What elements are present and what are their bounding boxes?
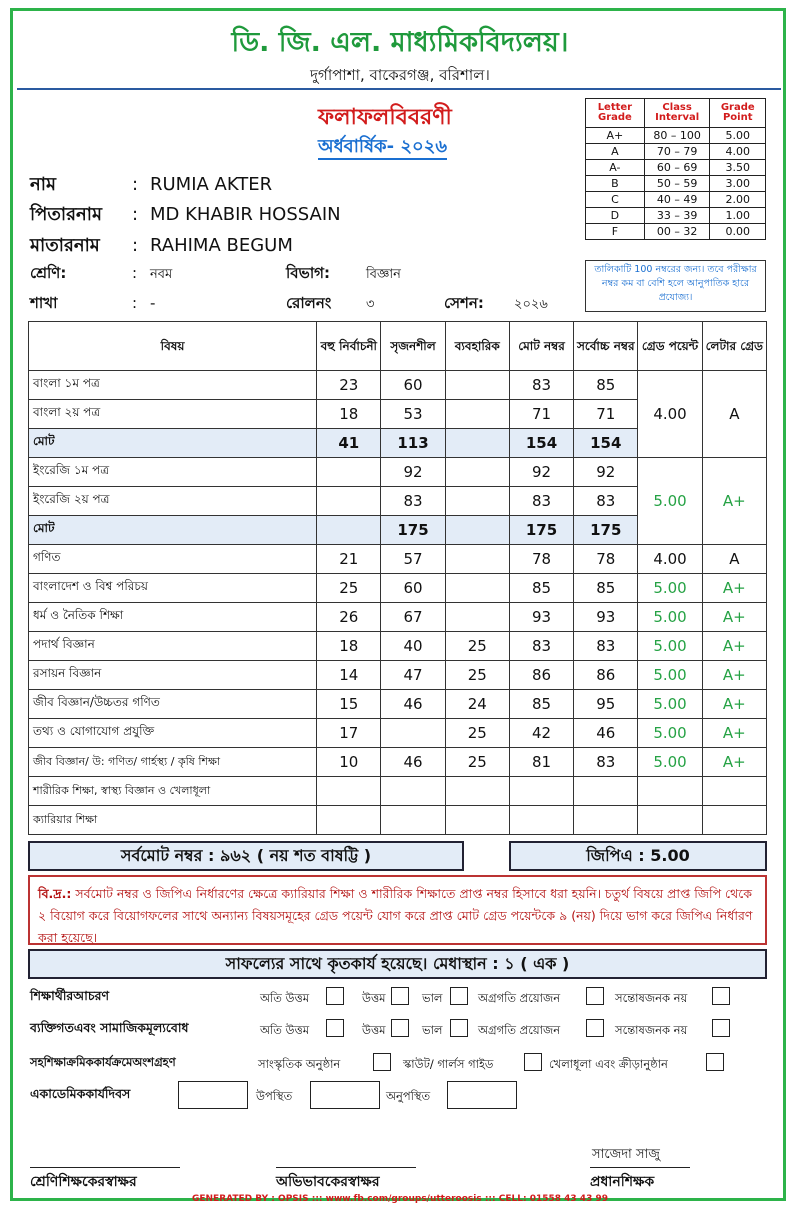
mcq-cell: 25 xyxy=(317,574,381,603)
option-label: সন্তোষজনক নয় xyxy=(615,1023,688,1037)
highest-cell: 93 xyxy=(574,603,638,632)
total-cell: 175 xyxy=(509,516,573,545)
empty-cell xyxy=(702,806,766,835)
highest-cell: 83 xyxy=(574,748,638,777)
subject-cell: গণিত xyxy=(29,545,317,574)
subject-cell: ইংরেজি ২য় পত্র xyxy=(29,487,317,516)
colon: : xyxy=(132,235,139,256)
student-name-row xyxy=(30,170,272,201)
option-label: সাংস্কৃতিক অনুষ্ঠান xyxy=(258,1057,341,1071)
grade-cell: A+ xyxy=(586,128,645,144)
signature-line xyxy=(276,1167,416,1168)
class-value: নবম xyxy=(150,267,173,282)
total-cell: 83 xyxy=(509,632,573,661)
practical-cell xyxy=(445,400,509,429)
table-row-extra xyxy=(29,777,767,806)
marks-header-row xyxy=(29,322,767,371)
signature-line xyxy=(590,1167,690,1168)
branch-value: - xyxy=(150,294,156,312)
cq-cell: 175 xyxy=(381,516,445,545)
table-row xyxy=(29,458,767,487)
grade-cell: 0.00 xyxy=(710,224,766,240)
practical-cell: 25 xyxy=(445,632,509,661)
subject-cell: পদার্থ বিজ্ঞান xyxy=(29,632,317,661)
table-row xyxy=(29,545,767,574)
option-label: উত্তম xyxy=(362,1023,386,1037)
empty-cell xyxy=(381,806,445,835)
subject-cell: বাংলা ১ম পত্র xyxy=(29,371,317,400)
practical-cell xyxy=(445,603,509,632)
working-days-box[interactable] xyxy=(178,1081,248,1109)
practical-cell: 25 xyxy=(445,661,509,690)
letter-grade-cell: A+ xyxy=(702,458,766,545)
subject-cell: জীব বিজ্ঞান/ উ: গণিত/ গার্হস্থ্য / কৃষি শিক্ষা xyxy=(29,748,317,777)
colon: : xyxy=(132,174,139,195)
grade-cell: 33 – 39 xyxy=(644,208,710,224)
practical-cell xyxy=(445,429,509,458)
subject-cell: জীব বিজ্ঞান/উচ্চতর গণিত xyxy=(29,690,317,719)
empty-cell xyxy=(702,777,766,806)
col-grade-point: গ্রেড পয়েন্ট xyxy=(638,322,702,371)
col-total: মোট নম্বর xyxy=(509,322,573,371)
checkbox[interactable] xyxy=(586,1019,604,1037)
checkbox[interactable] xyxy=(524,1053,542,1071)
subject-cell: শারীরিক শিক্ষা, স্বাস্থ্য বিজ্ঞান ও খেলাধূলা xyxy=(29,777,317,806)
grade-row xyxy=(586,208,766,224)
grade-point-cell: 5.00 xyxy=(638,603,702,632)
grade-header-row xyxy=(586,99,766,128)
empty-cell xyxy=(317,806,381,835)
report-title: ফলাফলবিবরণী xyxy=(318,105,452,130)
mother-name: RAHIMA BEGUM xyxy=(150,235,293,256)
class-teacher-signature: শ্রেণিশিক্ষকেরস্বাক্ষর xyxy=(30,1174,137,1190)
col-highest: সর্বোচ্চ নম্বর xyxy=(574,322,638,371)
grade-cell: 2.00 xyxy=(710,192,766,208)
mcq-cell: 10 xyxy=(317,748,381,777)
note-body: সর্বমোট নম্বর ও জিপিএ নির্ধারণের ক্ষেত্রে ক্যারিয়ার শিক্ষা ও শারীরিক শিক্ষাতে প্রাপ্ত নম্বর হিসাবে ধরা হয়নি। চতুর্থ বিষয়ে প্রাপ্ত জিপি থেকে ২ বিয়োগ করে বিয়োগফলের সাথে অন্যান্য বিষয়সমূহের গ্রেড পয়েন্ট যোগ করে প্রাপ্ত মোট গ্রেড পয়েন্টকে ৯ (নয়) দিয়ে ভাগ করে জিপিএ নির্ধারণ করা হয়েছে। xyxy=(38,886,753,945)
grade-cell: 4.00 xyxy=(710,144,766,160)
practical-cell: 24 xyxy=(445,690,509,719)
total-cell: 71 xyxy=(509,400,573,429)
empty-cell xyxy=(509,777,573,806)
table-row xyxy=(29,748,767,777)
practical-cell xyxy=(445,371,509,400)
grade-cell: D xyxy=(586,208,645,224)
subject-cell: তথ্য ও যোগাযোগ প্রযুক্তি xyxy=(29,719,317,748)
absent-days-box[interactable] xyxy=(447,1081,517,1109)
grade-cell: 00 – 32 xyxy=(644,224,710,240)
col-practical: ব্যবহারিক xyxy=(445,322,509,371)
exam-name: অর্ধবার্ষিক- ২০২৬ xyxy=(318,136,447,160)
option-label: উত্তম xyxy=(362,991,386,1005)
practical-cell xyxy=(445,458,509,487)
grade-point-cell: 5.00 xyxy=(638,690,702,719)
school-name: ডি. জি. এল. মাধ্যমিকবিদ্যলয়। xyxy=(231,27,569,58)
branch-row xyxy=(30,292,155,317)
behaviour-label: শিক্ষার্থীরআচরণ xyxy=(30,988,110,1003)
letter-grade-cell: A xyxy=(702,545,766,574)
checkbox[interactable] xyxy=(706,1053,724,1071)
grade-point-cell: 5.00 xyxy=(638,632,702,661)
option-label: অগ্রগতি প্রয়োজন xyxy=(478,1023,561,1037)
subject-cell: মোট xyxy=(29,429,317,458)
highest-cell: 92 xyxy=(574,458,638,487)
highest-cell: 46 xyxy=(574,719,638,748)
letter-grade-cell: A+ xyxy=(702,632,766,661)
mcq-cell: 23 xyxy=(317,371,381,400)
cq-cell: 92 xyxy=(381,458,445,487)
cq-cell: 113 xyxy=(381,429,445,458)
table-row xyxy=(29,661,767,690)
dept-row xyxy=(286,262,401,287)
colon: : xyxy=(132,264,138,282)
grade-cell: 1.00 xyxy=(710,208,766,224)
grade-point-cell: 5.00 xyxy=(638,748,702,777)
class-label: শ্রেণি: xyxy=(30,264,67,282)
cq-cell: 60 xyxy=(381,574,445,603)
subject-cell: ক্যারিয়ার শিক্ষা xyxy=(29,806,317,835)
grade-header: Class Interval xyxy=(644,99,710,128)
grade-point-cell: 5.00 xyxy=(638,458,702,545)
subject-cell: রসায়ন বিজ্ঞান xyxy=(29,661,317,690)
session-row xyxy=(444,292,548,317)
total-cell: 42 xyxy=(509,719,573,748)
total-cell: 83 xyxy=(509,487,573,516)
grade-cell: 60 – 69 xyxy=(644,160,710,176)
practical-cell: 25 xyxy=(445,719,509,748)
grade-cell: C xyxy=(586,192,645,208)
cq-cell: 83 xyxy=(381,487,445,516)
letter-grade-cell: A+ xyxy=(702,603,766,632)
col-cq: সৃজনশীল xyxy=(381,322,445,371)
total-cell: 92 xyxy=(509,458,573,487)
letter-grade-cell: A+ xyxy=(702,574,766,603)
name-label: নাম xyxy=(30,174,56,195)
checkbox[interactable] xyxy=(326,1019,344,1037)
total-cell: 86 xyxy=(509,661,573,690)
table-row xyxy=(29,574,767,603)
practical-cell xyxy=(445,516,509,545)
header-divider xyxy=(17,88,781,90)
grade-point-cell: 5.00 xyxy=(638,661,702,690)
mcq-cell: 18 xyxy=(317,400,381,429)
mcq-cell: 14 xyxy=(317,661,381,690)
checkbox[interactable] xyxy=(712,1019,730,1037)
total-cell: 83 xyxy=(509,371,573,400)
col-subject: বিষয় xyxy=(29,322,317,371)
grand-total-box: সর্বমোট নম্বর : ৯৬২ ( নয় শত বাষট্টি ) xyxy=(28,841,464,871)
head-teacher-signature: প্রধানশিক্ষক xyxy=(590,1174,655,1190)
grade-cell: 5.00 xyxy=(710,128,766,144)
option-label: অতি উত্তম xyxy=(260,1023,310,1037)
total-cell: 85 xyxy=(509,690,573,719)
grade-header: Letter Grade xyxy=(586,99,645,128)
highest-cell: 175 xyxy=(574,516,638,545)
father-name: MD KHABIR HOSSAIN xyxy=(150,204,341,225)
empty-cell xyxy=(574,806,638,835)
grade-point-cell: 4.00 xyxy=(638,371,702,458)
option-label: অগ্রগতি প্রয়োজন xyxy=(478,991,561,1005)
father-label: পিতারনাম xyxy=(30,204,102,225)
checkbox[interactable] xyxy=(391,1019,409,1037)
highest-cell: 78 xyxy=(574,545,638,574)
grade-row xyxy=(586,160,766,176)
grade-point-cell: 5.00 xyxy=(638,719,702,748)
branch-label: শাখা xyxy=(30,294,58,312)
col-mcq: বহু নির্বাচনী xyxy=(317,322,381,371)
dept-label: বিভাগ: xyxy=(286,264,330,282)
table-row xyxy=(29,632,767,661)
dept-value: বিজ্ঞান xyxy=(366,267,401,282)
mcq-cell: 15 xyxy=(317,690,381,719)
highest-cell: 71 xyxy=(574,400,638,429)
total-cell: 93 xyxy=(509,603,573,632)
highest-cell: 83 xyxy=(574,487,638,516)
table-row xyxy=(29,690,767,719)
cq-cell: 53 xyxy=(381,400,445,429)
letter-grade-cell: A+ xyxy=(702,748,766,777)
grade-cell: 3.00 xyxy=(710,176,766,192)
mcq-cell xyxy=(317,458,381,487)
cq-cell: 40 xyxy=(381,632,445,661)
grade-cell: 40 – 49 xyxy=(644,192,710,208)
table-row-extra xyxy=(29,806,767,835)
empty-cell xyxy=(574,777,638,806)
grade-cell: 3.50 xyxy=(710,160,766,176)
mcq-cell xyxy=(317,516,381,545)
mcq-cell: 26 xyxy=(317,603,381,632)
table-row xyxy=(29,603,767,632)
option-label: স্কাউট/ গার্লস গাইড xyxy=(403,1057,494,1071)
grade-point-cell: 4.00 xyxy=(638,545,702,574)
letter-grade-cell: A+ xyxy=(702,661,766,690)
colon: : xyxy=(132,294,138,312)
cq-cell: 46 xyxy=(381,748,445,777)
mother-label: মাতারনাম xyxy=(30,235,100,256)
school-address: দুর্গাপাশা, বাকেরগঞ্জ, বরিশাল। xyxy=(310,66,490,84)
checkbox[interactable] xyxy=(586,987,604,1005)
grade-cell: 70 – 79 xyxy=(644,144,710,160)
grade-cell: A xyxy=(586,144,645,160)
practical-cell: 25 xyxy=(445,748,509,777)
father-name-row xyxy=(30,200,341,231)
option-label: অতি উত্তম xyxy=(260,991,310,1005)
roll-row xyxy=(286,292,374,317)
subject-cell: ইংরেজি ১ম পত্র xyxy=(29,458,317,487)
total-cell: 81 xyxy=(509,748,573,777)
option-label: সন্তোষজনক নয় xyxy=(615,991,688,1005)
grade-header: Grade Point xyxy=(710,99,766,128)
values-label: ব্যক্তিগতএবং সামাজিকমূল্যবোধ xyxy=(30,1020,189,1035)
subject-cell: মোট xyxy=(29,516,317,545)
checkbox[interactable] xyxy=(712,987,730,1005)
highest-cell: 154 xyxy=(574,429,638,458)
mcq-cell: 21 xyxy=(317,545,381,574)
total-cell: 78 xyxy=(509,545,573,574)
total-cell: 85 xyxy=(509,574,573,603)
class-row xyxy=(30,262,172,287)
highest-cell: 86 xyxy=(574,661,638,690)
session-label: সেশন: xyxy=(444,294,484,312)
letter-grade-cell: A+ xyxy=(702,690,766,719)
table-row xyxy=(29,719,767,748)
cq-cell: 47 xyxy=(381,661,445,690)
total-cell: 154 xyxy=(509,429,573,458)
note-lead: বি.দ্র.: xyxy=(38,886,72,901)
head-teacher-name: সাজেদা সাজু xyxy=(592,1147,660,1162)
letter-grade-cell: A+ xyxy=(702,719,766,748)
practical-cell xyxy=(445,487,509,516)
cq-cell: 67 xyxy=(381,603,445,632)
empty-cell xyxy=(381,777,445,806)
grade-row xyxy=(586,192,766,208)
empty-cell xyxy=(317,777,381,806)
letter-grade-cell: A xyxy=(702,371,766,458)
signature-line xyxy=(30,1167,180,1168)
grade-cell: A- xyxy=(586,160,645,176)
checkbox[interactable] xyxy=(326,987,344,1005)
option-label: ভাল xyxy=(422,1023,443,1037)
empty-cell xyxy=(445,777,509,806)
practical-cell xyxy=(445,545,509,574)
mcq-cell: 18 xyxy=(317,632,381,661)
empty-cell xyxy=(638,777,702,806)
highest-cell: 85 xyxy=(574,574,638,603)
note-box xyxy=(28,875,767,945)
table-row xyxy=(29,371,767,400)
grade-point-cell: 5.00 xyxy=(638,574,702,603)
cq-cell: 57 xyxy=(381,545,445,574)
present-days-box[interactable] xyxy=(310,1081,380,1109)
highest-cell: 85 xyxy=(574,371,638,400)
colon: : xyxy=(132,204,139,225)
grade-row xyxy=(586,128,766,144)
mcq-cell xyxy=(317,487,381,516)
option-label: খেলাধূলা এবং ক্রীড়ানুষ্ঠান xyxy=(549,1057,668,1071)
checkbox[interactable] xyxy=(450,987,468,1005)
cq-cell: 46 xyxy=(381,690,445,719)
highest-cell: 95 xyxy=(574,690,638,719)
highest-cell: 83 xyxy=(574,632,638,661)
guardian-signature: অভিভাবকেরস্বাক্ষর xyxy=(276,1174,380,1190)
gpa-box: জিপিএ : 5.00 xyxy=(509,841,767,871)
grade-cell: F xyxy=(586,224,645,240)
mother-name-row xyxy=(30,231,293,262)
student-name: RUMIA AKTER xyxy=(150,174,273,195)
option-label: ভাল xyxy=(422,991,443,1005)
roll-label: রোলনং xyxy=(286,294,332,312)
empty-cell xyxy=(445,806,509,835)
option-label: অনুপস্থিত xyxy=(386,1089,431,1103)
grade-cell: 50 – 59 xyxy=(644,176,710,192)
mcq-cell: 41 xyxy=(317,429,381,458)
session-value: ২০২৬ xyxy=(514,297,548,312)
grade-row xyxy=(586,144,766,160)
result-banner: সাফল্যের সাথে কৃতকার্য হয়েছে। মেধাস্থান : ১ ( এক ) xyxy=(28,949,767,979)
checkbox[interactable] xyxy=(391,987,409,1005)
academic-days-label: একাডেমিককার্যদিবস xyxy=(30,1086,131,1101)
grade-cell: B xyxy=(586,176,645,192)
cq-cell: 60 xyxy=(381,371,445,400)
grade-row xyxy=(586,176,766,192)
subject-cell: বাংলা ২য় পত্র xyxy=(29,400,317,429)
subject-cell: ধর্ম ও নৈতিক শিক্ষা xyxy=(29,603,317,632)
empty-cell xyxy=(638,806,702,835)
mcq-cell: 17 xyxy=(317,719,381,748)
cq-cell xyxy=(381,719,445,748)
empty-cell xyxy=(509,806,573,835)
subject-cell: বাংলাদেশ ও বিশ্ব পরিচয় xyxy=(29,574,317,603)
marks-table xyxy=(28,321,767,835)
footer-credit: GENERATED BY : OPSIS ::: www.fb.com/groups/utteroosis ::: CELL: 01558 43 43 99 xyxy=(191,1194,608,1204)
roll-value: ৩ xyxy=(366,297,375,312)
grade-scale-table xyxy=(585,98,766,240)
cocurricular-label: সহশিক্ষাক্রমিককার্যক্রমেঅংশগ্রহণ xyxy=(30,1055,176,1069)
grade-cell: 80 – 100 xyxy=(644,128,710,144)
practical-cell xyxy=(445,574,509,603)
grade-row xyxy=(586,224,766,240)
checkbox[interactable] xyxy=(450,1019,468,1037)
grade-note: তালিকাটি 100 নম্বরের জন্য। তবে পরীক্ষার নম্বর কম বা বেশি হলে আনুপাতিক হারে প্রযোজ্য। xyxy=(585,260,766,312)
checkbox[interactable] xyxy=(373,1053,391,1071)
option-label: উপস্থিত xyxy=(256,1089,293,1103)
col-letter-grade: লেটার গ্রেড xyxy=(702,322,766,371)
